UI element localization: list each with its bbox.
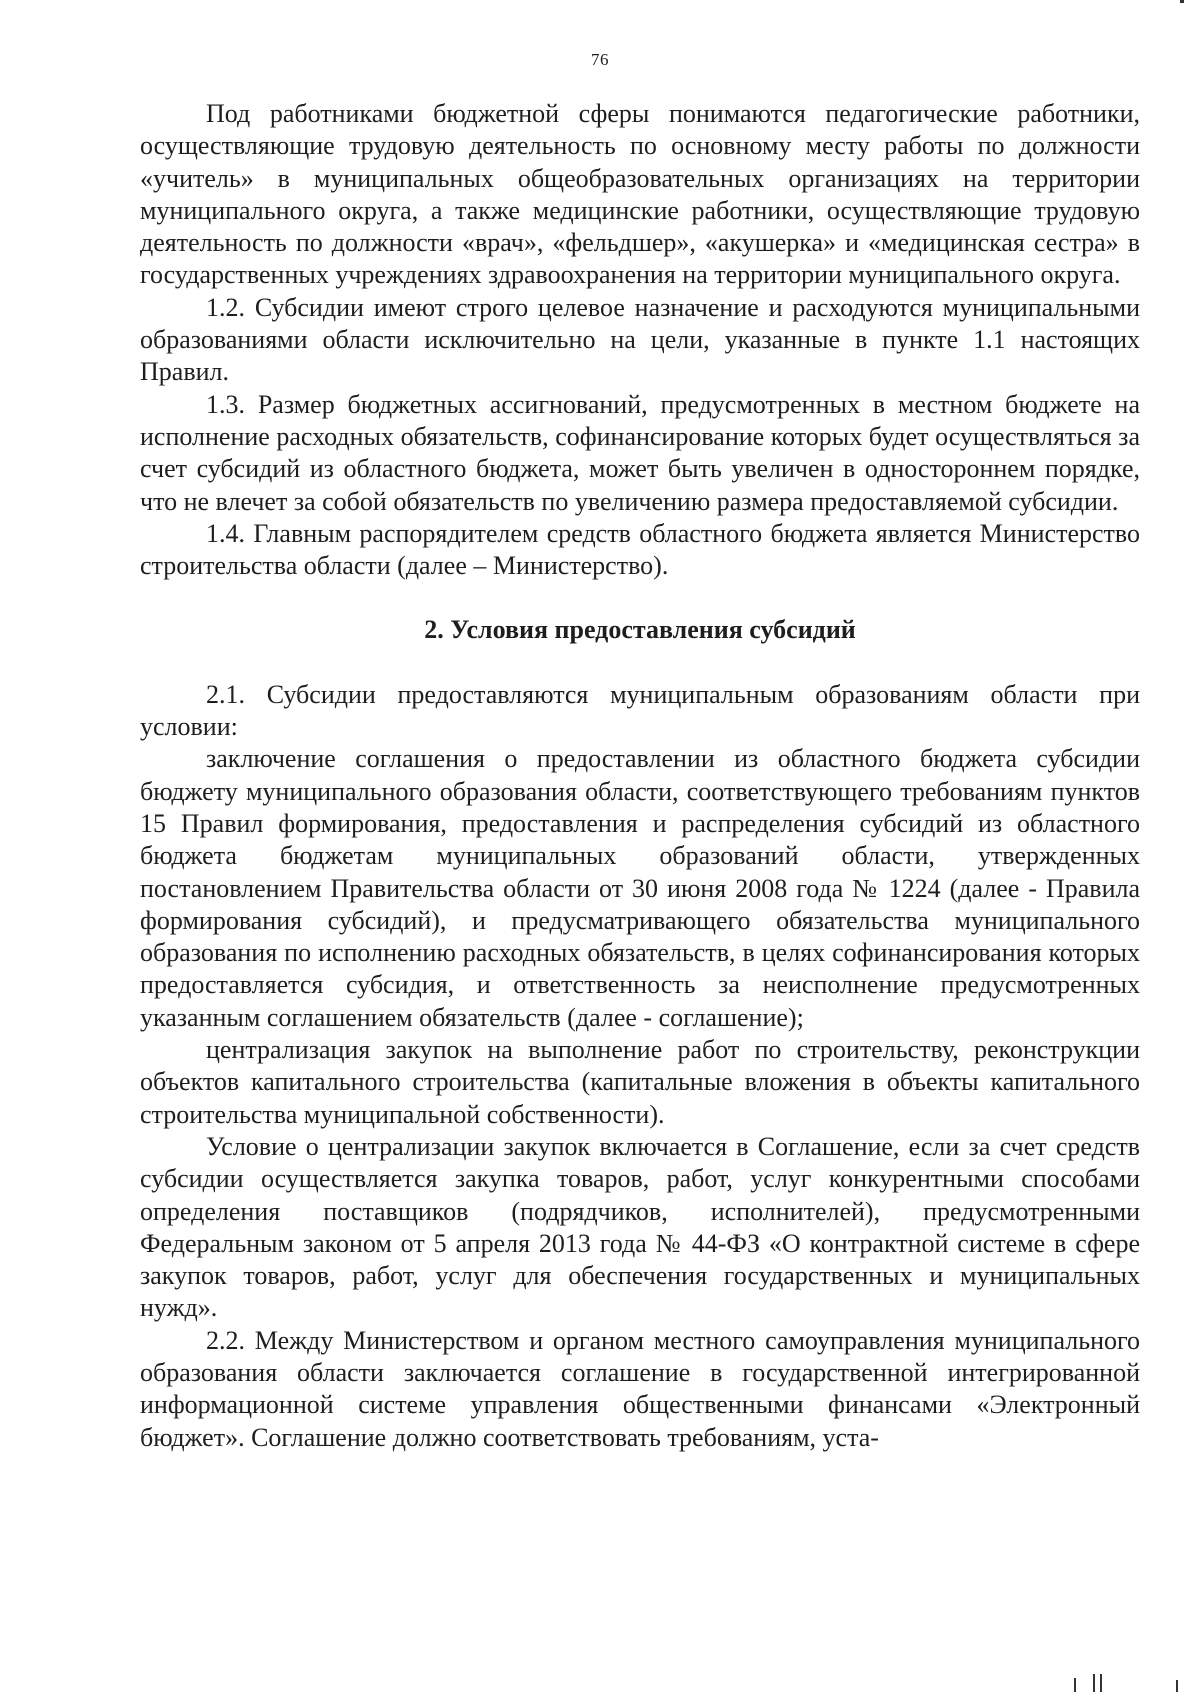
section-heading: 2. Условия предоставления субсидий (424, 615, 856, 645)
document-body (140, 98, 1140, 1454)
scan-artifact-bottom-right-4 (1176, 1680, 1178, 1692)
paragraph-2-2: 2.2. Между Министерством и органом местного самоуправления муниципального образования области заключается соглашение в государственной интегрированной информационной системе управления общественными финансами «Электронный бюджет». Соглашение должно соответствовать требованиям, уста- (140, 1325, 1140, 1452)
condition-centralization: централизация закупок на выполнение работ по строительству, реконструкции объектов капитального строительства (капитальные вложения в объекты капитального строительства муниципальной собственности). (140, 1035, 1140, 1129)
paragraph-1-3: 1.3. Размер бюджетных ассигнований, предусмотренных в местном бюджете на исполнение расходных обязательств, софинансирование которых будет осуществляться за счет субсидий из областного бюджета, может быть увеличен в одностороннем порядке, что не влечет за собой обязательств по увеличению размера предоставляемой субсидии. (140, 389, 1140, 516)
scan-artifact-bottom-right-2 (1093, 1674, 1095, 1692)
paragraph-1-4: 1.4. Главным распорядителем средств областного бюджета является Министерство строительства области (далее – Министерство). (140, 518, 1140, 581)
paragraph-1-2: 1.2. Субсидии имеют строго целевое назначение и расходуются муниципальными образованиями области исключительно на цели, указанные в пункте 1.1 настоящих Правил. (140, 292, 1140, 387)
condition-agreement: заключение соглашения о предоставлении из областного бюджета субсидии бюджету муниципального образования области, соответствующего требованиям пунктов 15 Правил формирования, предоставления и распределения субсидий из областного бюджета бюджетам муниципальных образований области, утвержденных постановлением Правительства области от 30 июня 2008 года № 1224 (далее - Правила формирования субсидий), и предусматривающего обязательства муниципального образования по исполнению расходных обязательств, в целях софинансирования которых предоставляется субсидия, и ответственность за неисполнение предусмотренных указанным соглашением обязательств (далее - соглашение); (140, 744, 1140, 1032)
scan-artifact-bottom-right-1 (1074, 1678, 1076, 1692)
scan-artifact-bottom-right-3 (1100, 1674, 1102, 1692)
page-number: 76 (591, 50, 609, 69)
paragraph-definition-budget-workers: Под работниками бюджетной сферы понимаются педагогические работники, осуществляющие трудовую деятельность по основному месту работы по должности «учитель» в муниципальных общеобразовательных организациях на территории муниципального округа, а также медицинские работники, осуществляющие трудовую деятельность по должности «врач», «фельдшер», «акушерка» и «медицинская сестра» в государственных учреждениях здравоохранения на территории муниципального округа. (140, 99, 1140, 290)
scan-artifact-top-right (1180, 0, 1184, 3)
paragraph-2-1: 2.1. Субсидии предоставляются муниципальным образованиям области при условии: (140, 679, 1140, 742)
paragraph-centralization-clause: Условие о централизации закупок включается в Соглашение, если за счет средств субсидии осуществляется закупка товаров, работ, услуг конкурентными способами определения поставщиков (подрядчиков, исполнителей), предусмотренными Федеральным законом от 5 апреля 2013 года № 44-ФЗ «О контрактной системе в сфере закупок товаров, работ, услуг для обеспечения государственных и муниципальных нужд». (140, 1131, 1140, 1323)
